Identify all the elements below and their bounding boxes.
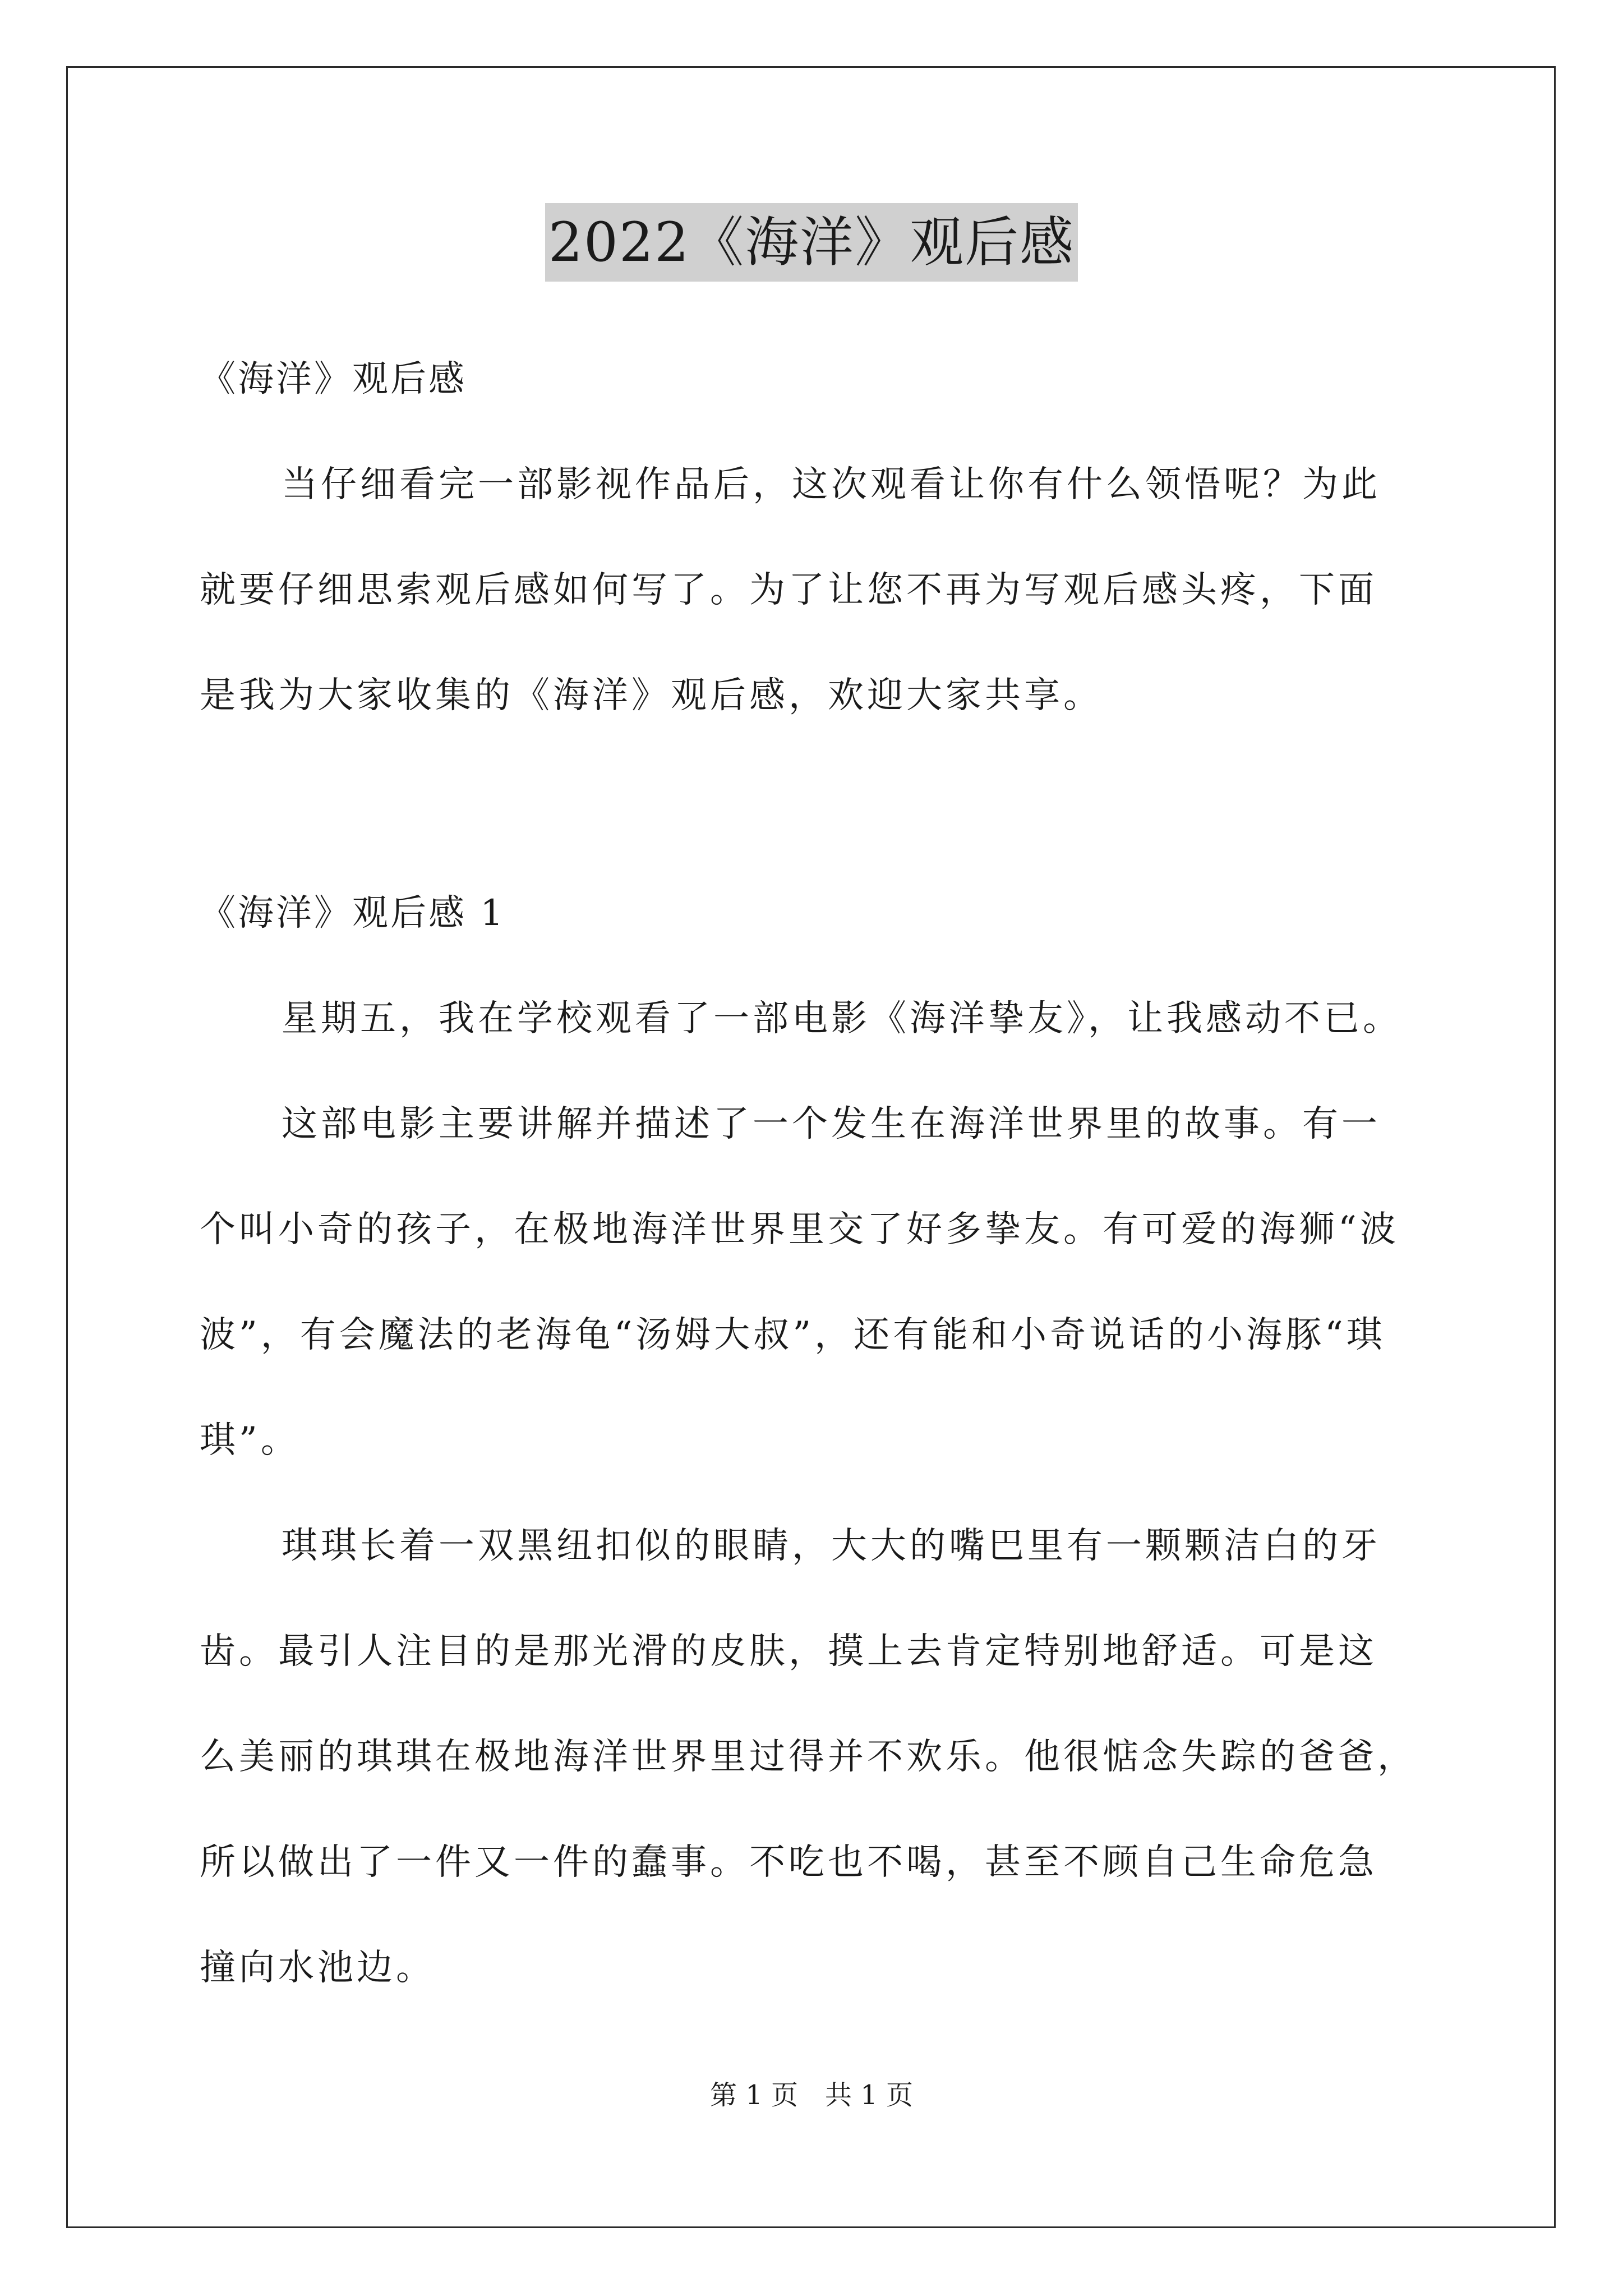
body-line-6: 琪琪长着一双黑纽扣似的眼睛，大大的嘴巴里有一颗颗洁白的牙 bbox=[282, 1525, 1381, 1567]
intro-line-1: 当仔细看完一部影视作品后，这次观看让你有什么领悟呢？为此 bbox=[282, 464, 1381, 505]
document-title: 2022《海洋》观后感 bbox=[545, 203, 1078, 282]
section-heading: 《海洋》观后感 1 bbox=[200, 892, 506, 934]
body-line-7: 齿。最引人注目的是那光滑的皮肤，摸上去肯定特别地舒适。可是这 bbox=[200, 1631, 1377, 1672]
body-line-8: 么美丽的琪琪在极地海洋世界里过得并不欢乐。他很惦念失踪的爸爸， bbox=[200, 1736, 1417, 1778]
body-line-2: 这部电影主要讲解并描述了一个发生在海洋世界里的故事。有一 bbox=[282, 1103, 1381, 1145]
page-total: 共 1 页 bbox=[825, 2079, 914, 2111]
title-container bbox=[0, 203, 1623, 282]
page-footer bbox=[0, 2076, 1623, 2115]
body-line-5: 琪”。 bbox=[200, 1420, 300, 1461]
intro-line-3: 是我为大家收集的《海洋》观后感，欢迎大家共享。 bbox=[200, 675, 1103, 716]
page-number: 第 1 页 bbox=[709, 2079, 798, 2111]
intro-line-2: 就要仔细思索观后感如何写了。为了让您不再为写观后感头疼，下面 bbox=[200, 569, 1377, 611]
body-line-3: 个叫小奇的孩子，在极地海洋世界里交了好多挚友。有可爱的海狮“波 bbox=[200, 1209, 1399, 1250]
body-line-9: 所以做出了一件又一件的蠢事。不吃也不喝，甚至不顾自己生命危急 bbox=[200, 1842, 1377, 1883]
body-line-1: 星期五，我在学校观看了一部电影《海洋挚友》，让我感动不已。 bbox=[282, 998, 1402, 1039]
body-line-4: 波”，有会魔法的老海龟“汤姆大叔”，还有能和小奇说话的小海豚“琪 bbox=[200, 1314, 1386, 1356]
body-line-10: 撞向水池边。 bbox=[200, 1947, 435, 1989]
document-subtitle: 《海洋》观后感 bbox=[200, 358, 467, 400]
